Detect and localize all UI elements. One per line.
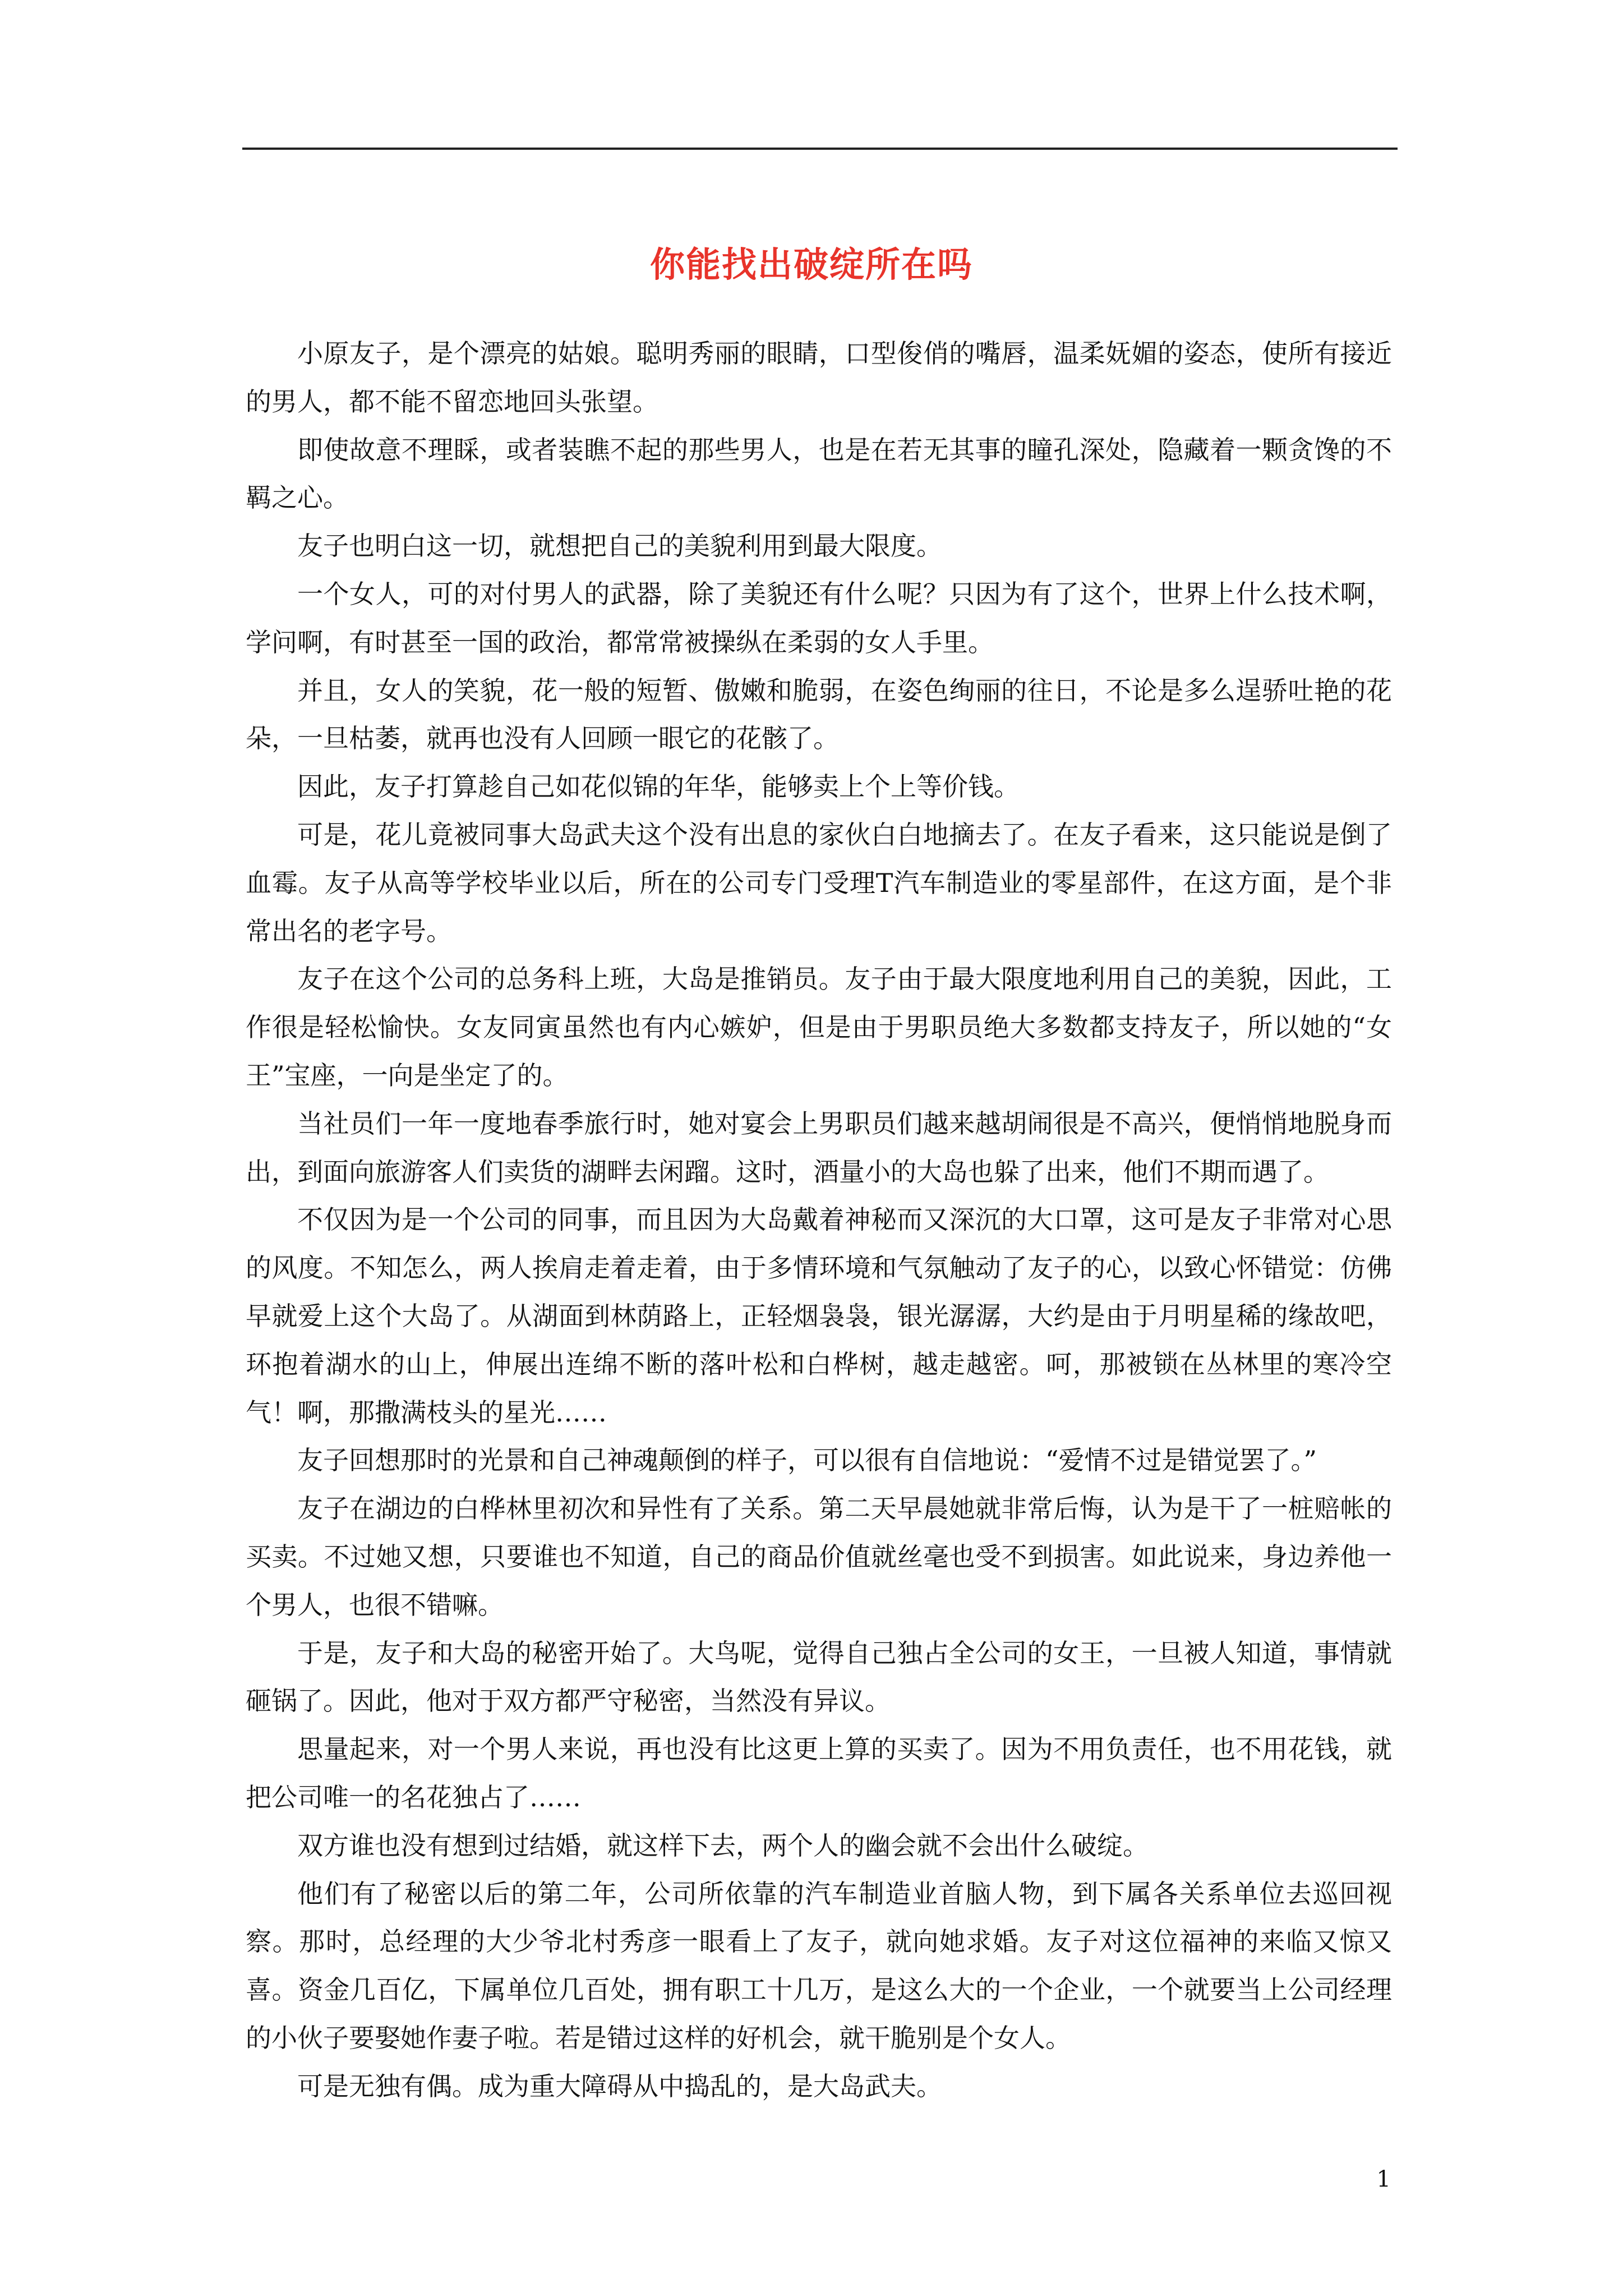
paragraph: 即使故意不理睬，或者装瞧不起的那些男人，也是在若无其事的瞳孔深处，隐藏着一颗贪馋的不羁之心。 xyxy=(246,434,1392,513)
paragraph: 可是，花儿竟被同事大岛武夫这个没有出息的家伙白白地摘去了。在友子看来，这只能说是倒了血霉。友子从高等学校毕业以后，所在的公司专门受理T汽车制造业的零星部件，在这方面，是个非常出名的老字号。 xyxy=(246,819,1392,946)
paragraph: 友子在湖边的白桦林里初次和异性有了关系。第二天早晨她就非常后悔，认为是干了一桩赔帐的买卖。不过她又想，只要谁也不知道，自己的商品价值就丝毫也受不到损害。如此说来，身边养他一个男人，也很不错嘛。 xyxy=(246,1493,1392,1620)
paragraph: 可是无独有偶。成为重大障碍从中捣乱的，是大岛武夫。 xyxy=(297,2070,942,2101)
header-rule xyxy=(242,148,1398,150)
page-number: 1 xyxy=(1376,2166,1391,2192)
document-title: 你能找出破绽所在吗 xyxy=(649,243,973,285)
paragraph: 友子也明白这一切，就想把自己的美貌利用到最大限度。 xyxy=(297,531,942,562)
paragraph: 小原友子，是个漂亮的姑娘。聪明秀丽的眼睛，口型俊俏的嘴唇，温柔妩媚的姿态，使所有接近的男人，都不能不留恋地回头张望。 xyxy=(246,338,1392,417)
paragraph: 友子回想那时的光景和自己神魂颠倒的样子，可以很有自信地说：“爱情不过是错觉罢了。” xyxy=(297,1445,1317,1476)
paragraph: 他们有了秘密以后的第二年，公司所依靠的汽车制造业首脑人物，到下属各关系单位去巡回视察。那时，总经理的大少爷北村秀彦一眼看上了友子，就向她求婚。友子对这位福神的来临又惊又喜。资金几百亿，下属单位几百处，拥有职工十几万，是这么大的一个企业，一个就要当上公司经理的小伙子要娶她作妻子啦。若是错过这样的好机会，就干脆别是个女人。 xyxy=(246,1878,1392,2053)
paragraph: 一个女人，可的对付男人的武器，除了美貌还有什么呢？只因为有了这个，世界上什么技术啊，学问啊，有时甚至一国的政治，都常常被操纵在柔弱的女人手里。 xyxy=(246,578,1392,657)
paragraph: 当社员们一年一度地春季旅行时，她对宴会上男职员们越来越胡闹很是不高兴，便悄悄地脱身而出，到面向旅游客人们卖货的湖畔去闲蹓。这时，酒量小的大岛也躲了出来，他们不期而遇了。 xyxy=(246,1108,1392,1187)
paragraph: 不仅因为是一个公司的同事，而且因为大岛戴着神秘而又深沉的大口罩，这可是友子非常对心思的风度。不知怎么，两人挨肩走着走着，由于多情环境和气氛触动了友子的心，以致心怀错觉：仿佛早就爱上这个大岛了。从湖面到林荫路上，正轻烟袅袅，银光潺潺，大约是由于月明星稀的缘故吧，环抱着湖水的山上，伸展出连绵不断的落叶松和白桦树，越走越密。呵，那被锁在丛林里的寒冷空气！啊，那撒满枝头的星光…… xyxy=(246,1204,1392,1428)
paragraph: 双方谁也没有想到过结婚，就这样下去，两个人的幽会就不会出什么破绽。 xyxy=(297,1830,1149,1861)
document-body xyxy=(246,330,1392,2110)
paragraph: 并且，女人的笑貌，花一般的短暂、傲嫩和脆弱，在姿色绚丽的往日，不论是多么逞骄吐艳的花朵，一旦枯萎，就再也没有人回顾一眼它的花骸了。 xyxy=(246,675,1392,754)
paragraph: 于是，友子和大岛的秘密开始了。大鸟呢，觉得自己独占全公司的女王，一旦被人知道，事情就砸锅了。因此，他对于双方都严守秘密，当然没有异议。 xyxy=(246,1637,1392,1717)
paragraph: 思量起来，对一个男人来说，再也没有比这更上算的买卖了。因为不用负责任，也不用花钱，就把公司唯一的名花独占了…… xyxy=(246,1734,1392,1812)
paragraph: 友子在这个公司的总务科上班，大岛是推销员。友子由于最大限度地利用自己的美貌，因此，工作很是轻松愉快。女友同寅虽然也有内心嫉妒，但是由于男职员绝大多数都支持友子，所以她的“女王”宝座，一向是坐定了的。 xyxy=(246,964,1392,1091)
paragraph: 因此，友子打算趁自己如花似锦的年华，能够卖上个上等价钱。 xyxy=(297,771,1020,802)
